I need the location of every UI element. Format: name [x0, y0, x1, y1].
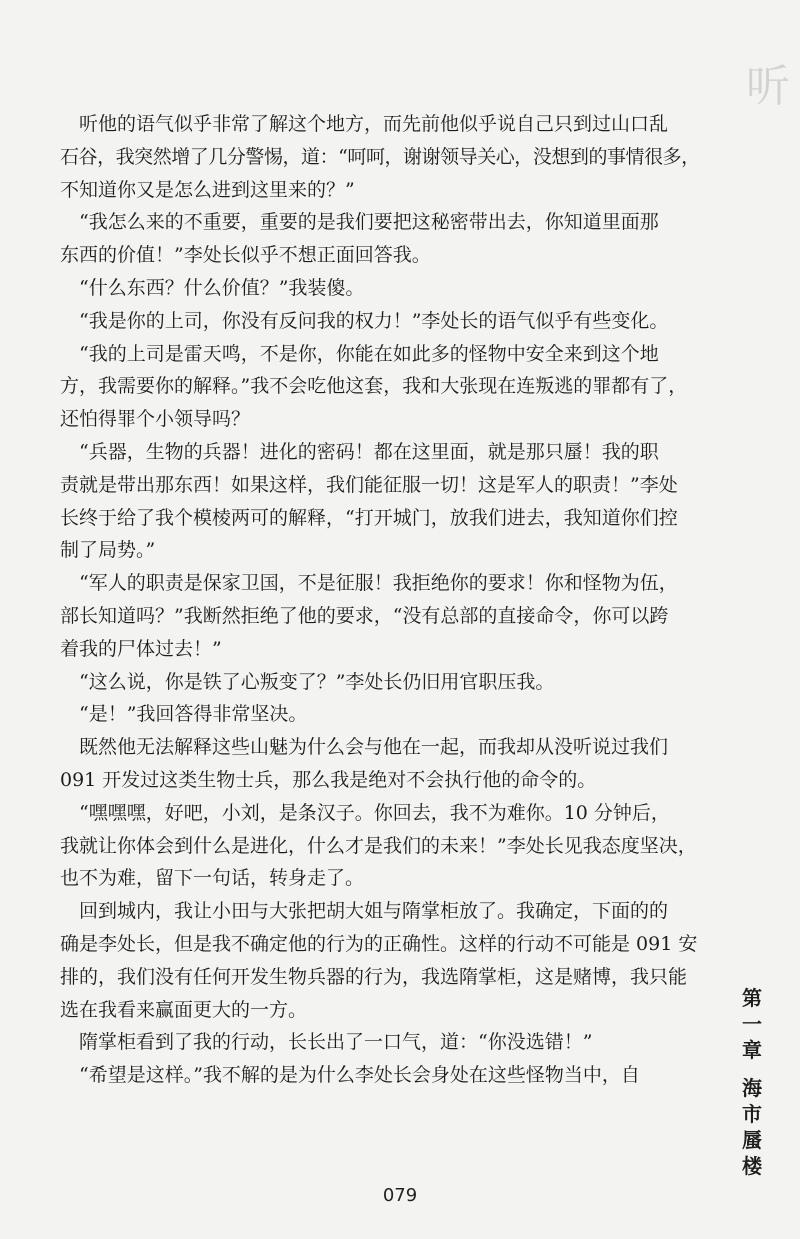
text-line: “什么东西？什么价值？”我装傻。	[60, 276, 365, 299]
text-line: “嘿嘿嘿，好吧，小刘，是条汉子。你回去，我不为难你。10 分钟后，	[60, 801, 670, 824]
paragraph	[60, 666, 700, 699]
chapter-number-char-2: 一	[742, 1012, 762, 1036]
paragraph	[60, 305, 700, 338]
text-line: 确是李处长，但是我不确定他的行为的正确性。这样的行动不可能是 091 安	[60, 932, 698, 955]
chapter-number-char-1: 第	[742, 986, 762, 1010]
paragraph	[60, 797, 700, 895]
text-line: 既然他无法解释这些山魅为什么会与他在一起，而我却从没听说过我们	[60, 736, 669, 759]
paragraph	[60, 731, 700, 797]
text-line: 排的，我们没有任何开发生物兵器的行为，我选隋掌柜，这是赌博，我只能	[60, 965, 688, 988]
text-line: 制了局势。”	[60, 539, 156, 562]
page-number: 079	[382, 1185, 418, 1206]
text-line: “我的上司是雷天鸣，不是你，你能在如此多的怪物中安全来到这个地	[60, 342, 659, 365]
text-line: 也不为难，留下一句话，转身走了。	[60, 867, 365, 890]
text-line: 还怕得罪个小领导吗？	[60, 408, 251, 431]
paragraph	[60, 108, 700, 206]
paragraph	[60, 338, 700, 436]
paragraph	[60, 272, 700, 305]
text-line: 091 开发过这类生物士兵，那么我是绝对不会执行他的命令的。	[60, 768, 597, 791]
paragraph	[60, 698, 700, 731]
text-line: 选在我看来赢面更大的一方。	[60, 998, 308, 1021]
chapter-title-char-4: 楼	[742, 1154, 762, 1178]
text-line: 部长知道吗？”我断然拒绝了他的要求，“没有总部的直接命令，你可以跨	[60, 604, 669, 627]
text-line: 长终于给了我个模棱两可的解释，“打开城门，放我们进去，我知道你们控	[60, 506, 678, 529]
text-line: “是！”我回答得非常坚决。	[60, 703, 308, 726]
text-line: “军人的职责是保家卫国，不是征服！我拒绝你的要求！你和怪物为伍，	[60, 572, 678, 595]
text-line: 听他的语气似乎非常了解这个地方，而先前他似乎说自己只到过山口乱	[60, 113, 669, 135]
paragraph	[60, 895, 700, 1026]
text-line: 石谷，我突然增了几分警惕，道：“呵呵，谢谢领导关心，没想到的事情很多，	[60, 145, 700, 168]
chapter-title-char-2: 市	[742, 1102, 762, 1126]
text-line: 我就让你体会到什么是进化，什么才是我们的未来！”李处长见我态度坚决，	[60, 834, 697, 857]
paragraph	[60, 206, 700, 272]
chapter-number-char-3: 章	[742, 1038, 762, 1062]
text-line: 不知道你又是怎么进到这里来的？”	[60, 178, 355, 201]
text-line: “希望是这样。”我不解的是为什么李处长会身处在这些怪物当中，自	[60, 1064, 640, 1087]
paragraph	[60, 436, 700, 567]
text-line: 隋掌柜看到了我的行动，长长出了一口气，道：“你没选错！”	[60, 1031, 593, 1054]
text-line: “这么说，你是铁了心叛变了？”李处长仍旧用官职压我。	[60, 670, 555, 693]
text-line: “我是你的上司，你没有反问我的权力！”李处长的语气似乎有些变化。	[60, 309, 669, 332]
text-line: 责就是带出那东西！如果这样，我们能征服一切！这是军人的职责！”李处	[60, 473, 678, 496]
text-line: 回到城内，我让小田与大张把胡大姐与隋掌柜放了。我确定，下面的的	[60, 900, 669, 923]
text-line: 东西的价值！”李处长似乎不想正面回答我。	[60, 244, 431, 267]
text-line: “我怎么来的不重要，重要的是我们要把这秘密带出去，你知道里面那	[60, 211, 659, 234]
chapter-title-char-3: 蜃	[742, 1128, 762, 1152]
text-line: 方，我需要你的解释。”我不会吃他这套，我和大张现在连叛逃的罪都有了，	[60, 375, 688, 398]
paragraph	[60, 1059, 700, 1092]
chapter-running-head	[739, 985, 765, 1179]
text-line: 着我的尸体过去！”	[60, 637, 222, 660]
paragraph	[60, 567, 700, 665]
bleed-through-text: 听	[746, 61, 790, 112]
paragraph	[60, 1026, 700, 1059]
text-line: “兵器，生物的兵器！进化的密码！都在这里面，就是那只蜃！我的职	[60, 440, 659, 463]
chapter-title-char-1: 海	[742, 1076, 762, 1100]
body-text	[60, 108, 700, 1092]
